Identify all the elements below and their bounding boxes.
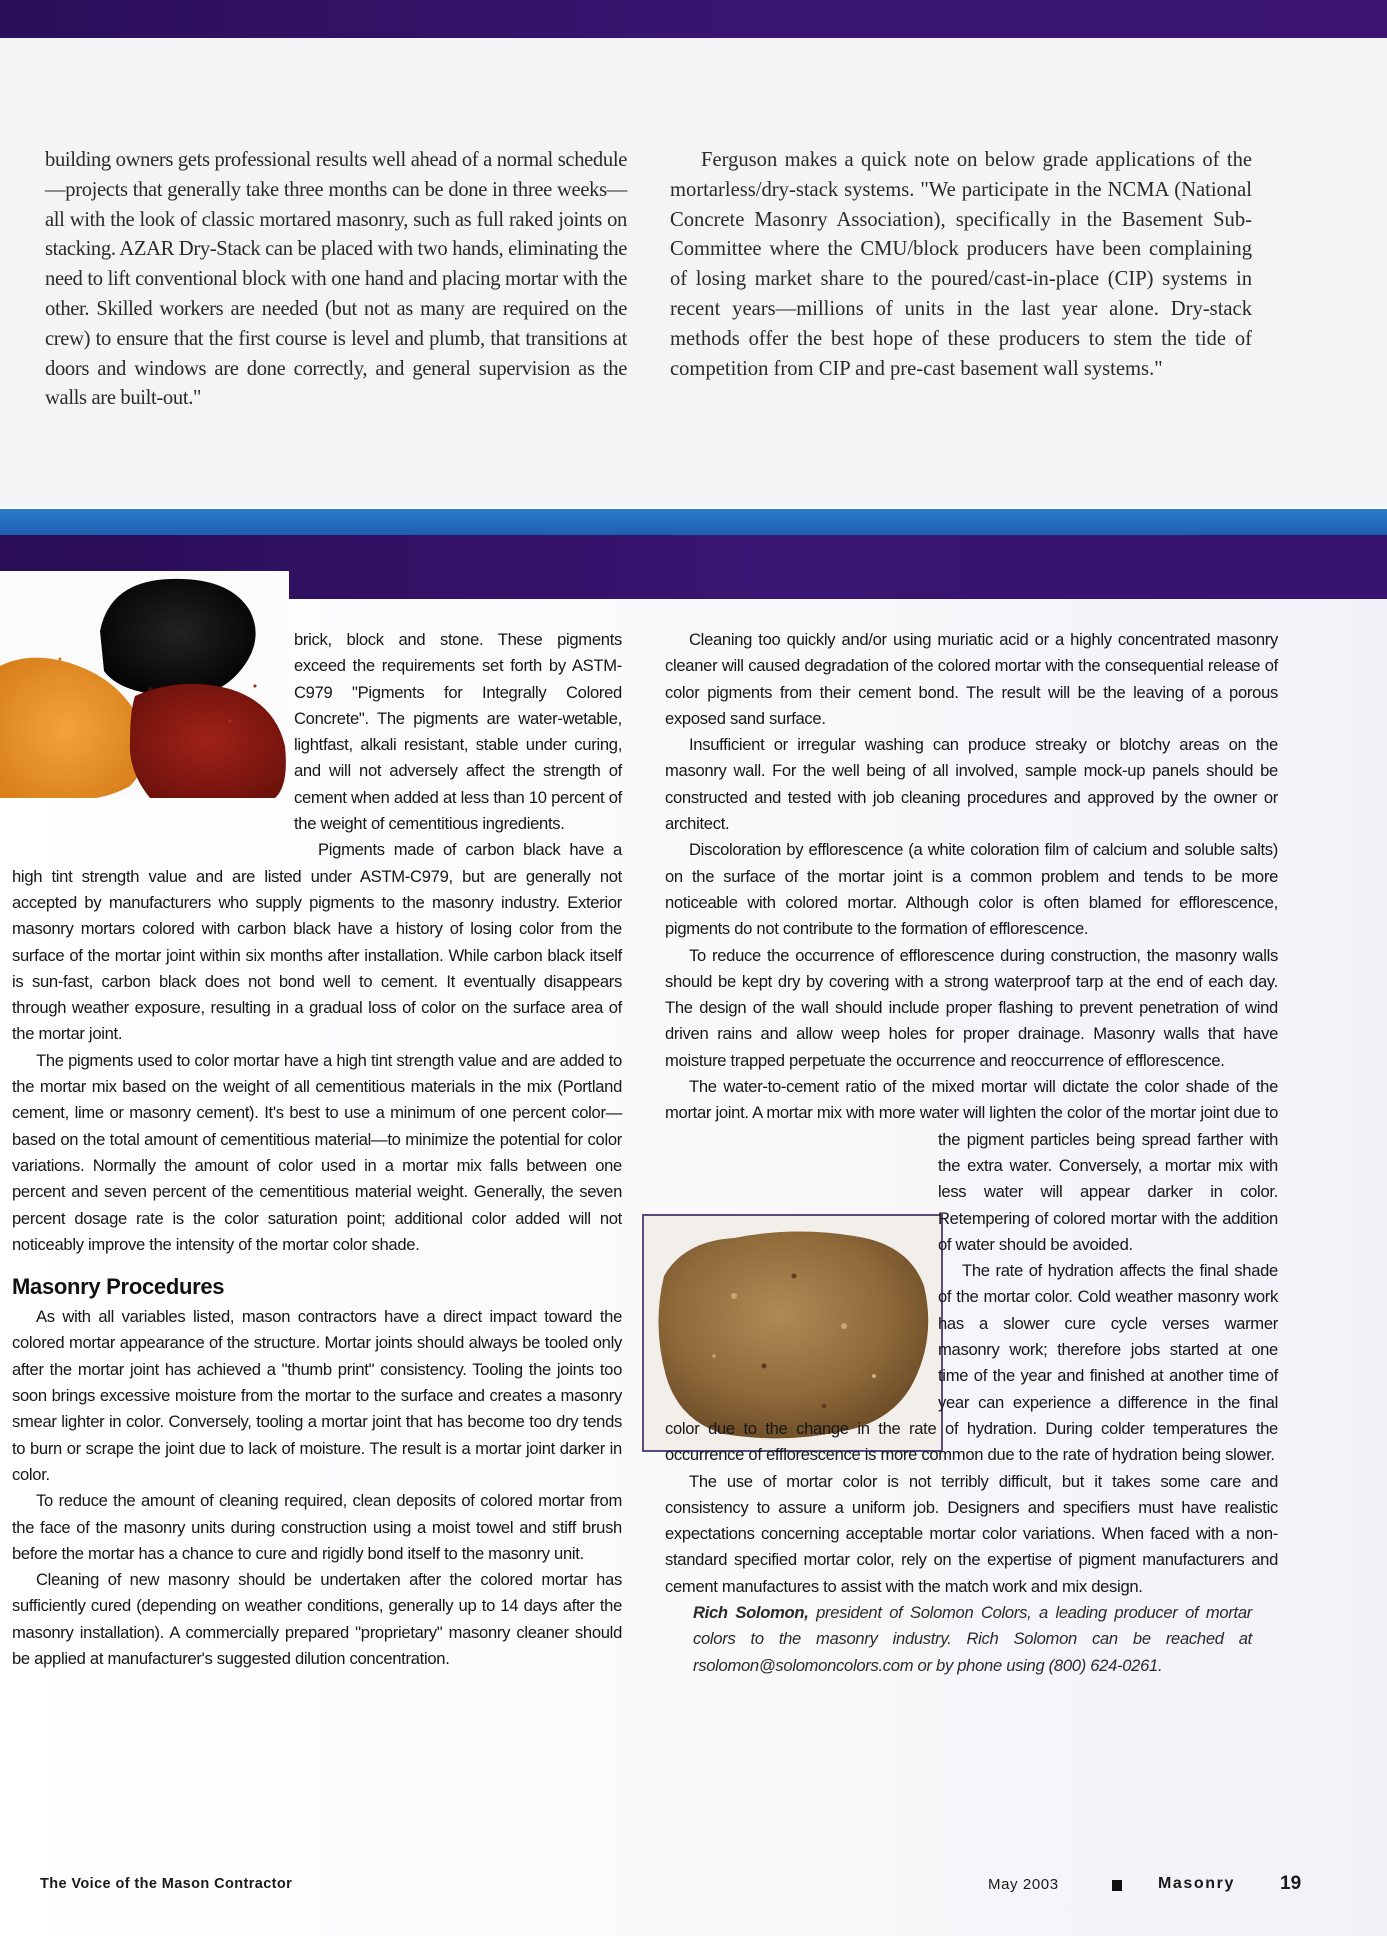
left-paragraph-2: Pigments made of carbon black have a high tint strength value and are listed under ASTM-C979, but are generally not accepted by manufacturers who supply pigments to the masonry industry. Exterior masonry mortars colored with carbon black have a history of losing color from the surface of the mortar joint within six months after installation. While carbon black itself is sun-fast, carbon black does not bond well to cement. It eventually disappears through weather exposure, resulting in a gradual loss of color on the surface area of the mortar joint. [12,840,622,1044]
left-paragraph-4: As with all variables listed, mason contractors have a direct impact toward the colored mortar appearance of the structure. Mortar joints should always be tooled only after the mortar joint has achieved a "thumb print" consistency. Tooling the joints too soon brings excessive moisture from the mortar to the surface and creates a masonry smear lighter in color. Conversely, tooling a mortar joint that has become too dry tends to burn or scrape the joint due to lack of moisture. The result is a mortar joint darker in color. [12,1307,622,1484]
byline-author-name: Rich Solomon, [693,1602,809,1622]
right-paragraph-2: Insufficient or irregular washing can produce streaky or blotchy areas on the masonry wall. For the well being of all involved, sample mock-up panels should be constructed and tested with job cleaning procedures and approved by the owner or architect. [665,735,1278,834]
left-paragraph-1: brick, block and stone. These pigments exceed the requirements set forth by ASTM-C979 "Pigments for Integrally Colored Concrete". The pigments are water-wetable, lightfast, alkali resistant, stable under curing, and will not adversely affect the strength of cement when added at less than 10 percent of the weight of cementitious ingredients. [294,630,622,834]
upper-right-column [670,146,1252,384]
blue-divider-band [0,509,1387,535]
right-paragraph-5-continued: ther with the extra water. Conversely, a mortar mix with less water will appear darker in color. Retempering of colored mortar with the addition of water should be avoided. [938,1129,1279,1254]
right-column [665,627,1278,1679]
right-paragraph-5-text: The water-to-cement ratio of the mixed mortar will dictate the color shade of the mortar joint. A mortar mix with more water will lighten the color of the mortar joint due to the pigment particles being spread far [665,1077,1278,1149]
upper-right-paragraph: Ferguson makes a quick note on below grade applications of the mortarless/dry-stack systems. "We participate in the NCMA (National Concrete Masonry Association), specifically in the Basement Sub-Committee where the CMU/block producers have been complaining of losing market share to the poured/cast-in-place (CIP) systems in recent years—millions of units in the last year alone. Dry-stack methods offer the best hope of these producers to stem the tide of competition from CIP and pre-cast basement wall systems." [670,149,1252,380]
left-paragraph-5: To reduce the amount of cleaning required, clean deposits of colored mortar from the face of the masonry units during construction using a moist towel and stiff brush before the mortar has a chance to cure and rigidly bond itself to the masonry unit. [12,1491,622,1563]
footer-magazine-name: Masonry [1158,1875,1235,1892]
footer-folio [988,1873,1328,1895]
top-purple-band [0,0,1387,38]
footer-page-number: 19 [1280,1873,1302,1894]
right-paragraph-6: The rate of hydration affects the final shade of the mortar color. Cold weather masonry work has a slower cure cycle verses warmer masonry work; therefore jobs started at one time of the year and finished at another time of year can experience a difference in the final color due to the change in the rate of hydration. During colder temperatures the occurrence of efflorescence is more common due to the rate of hydration being slower. [665,1261,1278,1465]
author-byline [665,1600,1278,1679]
pigment-image-spacer [0,627,280,840]
byline-author-bio: president of Solomon Colors, a leading producer of mortar colors to the masonry industry. Rich Solomon can be reached at rsolomon@solomoncolors.com or by phone using (800) 624-0261. [693,1602,1253,1675]
left-paragraph-3: The pigments used to color mortar have a high tint strength value and are added to the mortar mix based on the weight of all cementitious materials in the mix (Portland cement, lime or masonry cement). It's best to use a minimum of one percent color—based on the total amount of cementitious material—to minimize the potential for color variations. Normally the amount of color used in a mortar mix falls between one percent and seven percent of the cementitious material weight. Generally, the seven percent dosage rate is the color saturation point; additional color added will not noticeably improve the intensity of the mortar color shade. [12,1050,622,1254]
right-paragraph-5 [665,1074,1278,1258]
right-paragraph-1: Cleaning too quickly and/or using muriatic acid or a highly concentrated masonry cleaner will caused degradation of the colored mortar with the consequential release of color pigments from their cement bond. The result will be the leaving of a porous exposed sand surface. [665,630,1278,728]
mortar-image-spacer [642,1127,938,1410]
section-heading-masonry-procedures: Masonry Procedures [12,1274,225,1300]
upper-left-column [45,146,627,414]
footer-date: May 2003 [988,1876,1059,1893]
right-paragraph-7: The use of mortar color is not terribly difficult, but it takes some care and consistency to assure a uniform job. Designers and specifiers must have realistic expectations concerning acceptable mortar color variations. When faced with a non-standard specified mortar color, rely on the expertise of pigment manufacturers and cement manufactures to assist with the match work and mix design. [665,1471,1278,1596]
footer-tagline: The Voice of the Mason Contractor [40,1876,293,1892]
footer-square-bullet-icon [1112,1880,1122,1891]
right-paragraph-4: To reduce the occurrence of efflorescence during construction, the masonry walls should be kept dry by covering with a strong waterproof tarp at the end of each day. The design of the wall should include proper flashing to prevent penetration of wind driven rains and allow weep holes for proper drainage. Masonry walls that have moisture trapped perpetuate the occurrence and reoccurrence of efflorescence. [665,945,1278,1070]
left-paragraph-6: Cleaning of new masonry should be undertaken after the colored mortar has sufficiently cured (depending on weather conditions, generally up to 14 days after the masonry installation). A commercially prepared "proprietary" masonry cleaner should be applied at manufacturer's suggested dilution concentration. [12,1570,622,1668]
left-column [12,627,622,1672]
right-paragraph-3: Discoloration by efflorescence (a white coloration film of calcium and soluble salts) on the surface of the mortar joint is a common problem and tends to be more noticeable with colored mortar. Although color is often blamed for efflorescence, pigments do not contribute to the formation of efflorescence. [665,840,1278,939]
upper-left-paragraph: building owners gets professional results well ahead of a normal schedule—projects that generally take three months can be done in three weeks—all with the look of classic mortared masonry, such as full raked joints on stacking. AZAR Dry-Stack can be placed with two hands, eliminating the need to lift conventional block with one hand and placing mortar with the other. Skilled workers are needed (but not as many are required on the crew) to ensure that the first course is level and plumb, that transitions at doors and windows are done correctly, and general supervision as the walls are built-out." [45,149,627,410]
